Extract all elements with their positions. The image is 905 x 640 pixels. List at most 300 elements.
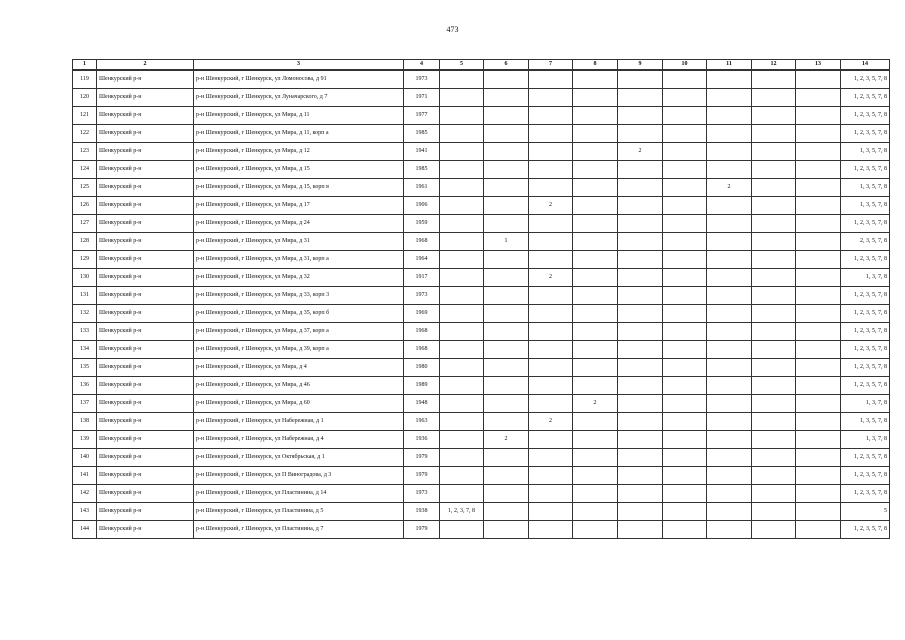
- table-cell: [529, 89, 573, 107]
- row-number-cell: 142: [73, 485, 97, 503]
- table-cell: [663, 179, 707, 197]
- table-cell: [529, 341, 573, 359]
- table-cell: [707, 287, 752, 305]
- table-cell: [529, 377, 573, 395]
- row-number-cell: 122: [73, 125, 97, 143]
- row-number-cell: 123: [73, 143, 97, 161]
- table-cell: [484, 161, 529, 179]
- table-cell: [484, 521, 529, 539]
- work-types-cell: 1, 3, 5, 7, 8: [841, 143, 890, 161]
- table-cell: [663, 503, 707, 521]
- table-row: [73, 215, 890, 233]
- table-row: [73, 413, 890, 431]
- address-cell: р-н Шенкурский, г Шенкурск, ул Мира, д 39, корп а: [194, 341, 404, 359]
- table-cell: [663, 233, 707, 251]
- table-cell: [752, 287, 796, 305]
- table-cell: [440, 143, 484, 161]
- table-cell: [796, 269, 841, 287]
- table-row: [73, 197, 890, 215]
- year-cell: 1963: [404, 413, 440, 431]
- table-cell: [752, 413, 796, 431]
- table-cell: [573, 269, 618, 287]
- district-cell: Шенкурский р-н: [97, 287, 194, 305]
- work-types-cell: 1, 2, 3, 5, 7, 8: [841, 305, 890, 323]
- table-cell: [529, 395, 573, 413]
- table-cell: [529, 161, 573, 179]
- table-cell: [573, 179, 618, 197]
- year-cell: 1973: [404, 485, 440, 503]
- district-cell: Шенкурский р-н: [97, 521, 194, 539]
- address-cell: р-н Шенкурский, г Шенкурск, ул Мира, д 17: [194, 197, 404, 215]
- table-cell: [573, 503, 618, 521]
- district-cell: Шенкурский р-н: [97, 503, 194, 521]
- table-cell: [573, 70, 618, 89]
- year-cell: 1969: [404, 305, 440, 323]
- table-cell: [707, 161, 752, 179]
- table-cell: [752, 305, 796, 323]
- table-cell: [796, 197, 841, 215]
- table-cell: [707, 341, 752, 359]
- table-cell: [663, 161, 707, 179]
- table-cell: [573, 215, 618, 233]
- table-cell: [707, 467, 752, 485]
- table-cell: [796, 251, 841, 269]
- row-number-cell: 139: [73, 431, 97, 449]
- table-cell: [752, 179, 796, 197]
- table-cell: [663, 70, 707, 89]
- district-cell: Шенкурский р-н: [97, 359, 194, 377]
- row-number-cell: 144: [73, 521, 97, 539]
- table-cell: [663, 449, 707, 467]
- table-cell: [618, 179, 663, 197]
- table-row: [73, 521, 890, 539]
- table-cell: [796, 395, 841, 413]
- table-cell: [663, 197, 707, 215]
- table-cell: [529, 179, 573, 197]
- table-cell: [752, 377, 796, 395]
- table-row: [73, 143, 890, 161]
- work-types-cell: 1, 3, 7, 8: [841, 431, 890, 449]
- work-types-cell: 1, 2, 3, 5, 7, 8: [841, 251, 890, 269]
- table-cell: [707, 413, 752, 431]
- table-cell: [573, 305, 618, 323]
- column-header-5: 5: [440, 60, 484, 71]
- address-cell: р-н Шенкурский, г Шенкурск, ул Пластинина, д 14: [194, 485, 404, 503]
- year-cell: 1968: [404, 233, 440, 251]
- table-cell: [796, 233, 841, 251]
- table-cell: [707, 323, 752, 341]
- table-cell: [484, 305, 529, 323]
- table-cell: [752, 269, 796, 287]
- year-cell: 1979: [404, 449, 440, 467]
- table-cell: [663, 305, 707, 323]
- table-cell: [440, 305, 484, 323]
- row-number-cell: 141: [73, 467, 97, 485]
- table-cell: [440, 359, 484, 377]
- table-cell: [707, 197, 752, 215]
- table-cell: [484, 341, 529, 359]
- table-cell: [573, 449, 618, 467]
- table-cell: [484, 413, 529, 431]
- table-cell: [707, 359, 752, 377]
- table-row: [73, 359, 890, 377]
- address-cell: р-н Шенкурский, г Шенкурск, ул Луначарского, д 7: [194, 89, 404, 107]
- table-cell: [573, 143, 618, 161]
- year-cell: 1948: [404, 395, 440, 413]
- table-cell: [573, 413, 618, 431]
- table-cell: [752, 70, 796, 89]
- table-cell: [573, 287, 618, 305]
- table-cell: [484, 125, 529, 143]
- table-cell: 2: [529, 197, 573, 215]
- table-cell: [484, 197, 529, 215]
- table-cell: [618, 215, 663, 233]
- table-cell: [440, 323, 484, 341]
- table-row: [73, 89, 890, 107]
- year-cell: 1936: [404, 431, 440, 449]
- table-cell: 2: [573, 395, 618, 413]
- work-types-cell: 1, 2, 3, 5, 7, 8: [841, 485, 890, 503]
- table-cell: [618, 251, 663, 269]
- address-cell: р-н Шенкурский, г Шенкурск, ул Мира, д 4: [194, 359, 404, 377]
- district-cell: Шенкурский р-н: [97, 485, 194, 503]
- table-cell: [484, 485, 529, 503]
- column-header-7: 7: [529, 60, 573, 71]
- table-cell: [663, 143, 707, 161]
- table-cell: [573, 341, 618, 359]
- row-number-cell: 129: [73, 251, 97, 269]
- district-cell: Шенкурский р-н: [97, 449, 194, 467]
- address-cell: р-н Шенкурский, г Шенкурск, ул Мира, д 60: [194, 395, 404, 413]
- table-cell: [618, 341, 663, 359]
- table-cell: [484, 377, 529, 395]
- address-cell: р-н Шенкурский, г Шенкурск, ул Мира, д 24: [194, 215, 404, 233]
- address-cell: р-н Шенкурский, г Шенкурск, ул Набережная, д 4: [194, 431, 404, 449]
- year-cell: 1917: [404, 269, 440, 287]
- row-number-cell: 131: [73, 287, 97, 305]
- table-cell: [573, 521, 618, 539]
- district-cell: Шенкурский р-н: [97, 89, 194, 107]
- table-cell: [484, 269, 529, 287]
- district-cell: Шенкурский р-н: [97, 161, 194, 179]
- table-cell: [796, 215, 841, 233]
- table-cell: [618, 125, 663, 143]
- table-cell: [663, 323, 707, 341]
- column-header-10: 10: [663, 60, 707, 71]
- table-row: [73, 251, 890, 269]
- district-cell: Шенкурский р-н: [97, 125, 194, 143]
- district-cell: Шенкурский р-н: [97, 269, 194, 287]
- district-cell: Шенкурский р-н: [97, 467, 194, 485]
- work-types-cell: 1, 2, 3, 5, 7, 8: [841, 89, 890, 107]
- district-cell: Шенкурский р-н: [97, 305, 194, 323]
- district-cell: Шенкурский р-н: [97, 233, 194, 251]
- table-cell: [484, 467, 529, 485]
- work-types-cell: 1, 2, 3, 5, 7, 8: [841, 377, 890, 395]
- district-cell: Шенкурский р-н: [97, 341, 194, 359]
- year-cell: 1985: [404, 125, 440, 143]
- table-cell: [618, 161, 663, 179]
- table-cell: [529, 125, 573, 143]
- table-cell: [484, 449, 529, 467]
- row-number-cell: 134: [73, 341, 97, 359]
- year-cell: 1973: [404, 287, 440, 305]
- table-cell: [618, 359, 663, 377]
- year-cell: 1980: [404, 359, 440, 377]
- column-header-9: 9: [618, 60, 663, 71]
- work-types-cell: 1, 3, 7, 8: [841, 269, 890, 287]
- row-number-cell: 138: [73, 413, 97, 431]
- table-cell: [752, 485, 796, 503]
- table-cell: [573, 251, 618, 269]
- row-number-cell: 124: [73, 161, 97, 179]
- work-types-cell: 2, 3, 5, 7, 8: [841, 233, 890, 251]
- work-types-cell: 1, 2, 3, 5, 7, 8: [841, 287, 890, 305]
- work-types-cell: 1, 2, 3, 5, 7, 8: [841, 70, 890, 89]
- page-number: 473: [446, 25, 459, 34]
- table-cell: [663, 215, 707, 233]
- table-cell: [707, 485, 752, 503]
- table-cell: [484, 70, 529, 89]
- table-cell: [440, 125, 484, 143]
- work-types-cell: 1, 3, 7, 8: [841, 395, 890, 413]
- table-cell: [752, 323, 796, 341]
- address-cell: р-н Шенкурский, г Шенкурск, ул Мира, д 11, корп а: [194, 125, 404, 143]
- table-cell: [752, 161, 796, 179]
- row-number-cell: 120: [73, 89, 97, 107]
- header-row: [73, 60, 890, 71]
- row-number-cell: 137: [73, 395, 97, 413]
- table-cell: [440, 179, 484, 197]
- table-cell: [707, 305, 752, 323]
- table-cell: [573, 125, 618, 143]
- row-number-cell: 143: [73, 503, 97, 521]
- table-cell: [796, 377, 841, 395]
- table-cell: [484, 251, 529, 269]
- table-cell: [440, 449, 484, 467]
- table-cell: [573, 431, 618, 449]
- table-cell: [529, 485, 573, 503]
- table-cell: [663, 521, 707, 539]
- address-cell: р-н Шенкурский, г Шенкурск, ул Мира, д 31: [194, 233, 404, 251]
- address-cell: р-н Шенкурский, г Шенкурск, ул Мира, д 11: [194, 107, 404, 125]
- table-cell: [440, 485, 484, 503]
- work-types-cell: 1, 2, 3, 5, 7, 8: [841, 107, 890, 125]
- table-cell: [618, 197, 663, 215]
- table-cell: [440, 197, 484, 215]
- table-cell: [663, 107, 707, 125]
- table-cell: [529, 467, 573, 485]
- table-cell: [484, 323, 529, 341]
- column-header-11: 11: [707, 60, 752, 71]
- column-header-6: 6: [484, 60, 529, 71]
- table-row: [73, 269, 890, 287]
- table-cell: [440, 89, 484, 107]
- table-cell: [663, 251, 707, 269]
- row-number-cell: 128: [73, 233, 97, 251]
- table-cell: [484, 179, 529, 197]
- table-cell: [707, 215, 752, 233]
- table-cell: [752, 233, 796, 251]
- table-cell: [796, 89, 841, 107]
- work-types-cell: 1, 2, 3, 5, 7, 8: [841, 323, 890, 341]
- table-cell: [529, 359, 573, 377]
- address-cell: р-н Шенкурский, г Шенкурск, ул Мира, д 15, корп в: [194, 179, 404, 197]
- district-cell: Шенкурский р-н: [97, 143, 194, 161]
- table-cell: [752, 503, 796, 521]
- column-header-4: 4: [404, 60, 440, 71]
- table-cell: [796, 305, 841, 323]
- work-types-cell: 1, 2, 3, 5, 7, 8: [841, 125, 890, 143]
- column-header-2: 2: [97, 60, 194, 71]
- table-row: [73, 287, 890, 305]
- table-cell: [796, 143, 841, 161]
- table-cell: [484, 503, 529, 521]
- table-cell: [663, 341, 707, 359]
- address-cell: р-н Шенкурский, г Шенкурск, ул Набережная, д 1: [194, 413, 404, 431]
- row-number-cell: 125: [73, 179, 97, 197]
- table-cell: [618, 449, 663, 467]
- work-types-cell: 1, 2, 3, 5, 7, 8: [841, 161, 890, 179]
- table-cell: 1, 2, 3, 7, 8: [440, 503, 484, 521]
- table-cell: [529, 431, 573, 449]
- table-cell: [707, 269, 752, 287]
- table-cell: [663, 269, 707, 287]
- table-cell: [529, 107, 573, 125]
- row-number-cell: 130: [73, 269, 97, 287]
- table-cell: [663, 431, 707, 449]
- work-types-cell: 1, 3, 5, 7, 8: [841, 179, 890, 197]
- table-cell: [440, 269, 484, 287]
- table-cell: [529, 143, 573, 161]
- district-cell: Шенкурский р-н: [97, 377, 194, 395]
- table-cell: [440, 521, 484, 539]
- table-cell: [752, 125, 796, 143]
- table-cell: [663, 467, 707, 485]
- table-cell: [440, 70, 484, 89]
- table-cell: [573, 233, 618, 251]
- address-cell: р-н Шенкурский, г Шенкурск, ул Октябрьская, д 1: [194, 449, 404, 467]
- table-cell: [663, 125, 707, 143]
- table-cell: [796, 449, 841, 467]
- table-row: [73, 233, 890, 251]
- table-cell: [440, 395, 484, 413]
- table-cell: [752, 467, 796, 485]
- table-cell: [618, 287, 663, 305]
- table-cell: [618, 233, 663, 251]
- row-number-cell: 126: [73, 197, 97, 215]
- table-cell: [573, 323, 618, 341]
- table-cell: [707, 431, 752, 449]
- table-cell: [707, 377, 752, 395]
- table-cell: 2: [529, 413, 573, 431]
- table-cell: [752, 89, 796, 107]
- table-cell: [796, 179, 841, 197]
- table-cell: [796, 125, 841, 143]
- row-number-cell: 119: [73, 70, 97, 89]
- year-cell: 1938: [404, 503, 440, 521]
- table-cell: [573, 161, 618, 179]
- table-cell: [752, 143, 796, 161]
- table-cell: [707, 70, 752, 89]
- table-cell: [796, 431, 841, 449]
- table-cell: [796, 70, 841, 89]
- table-cell: [440, 161, 484, 179]
- table-cell: [573, 467, 618, 485]
- address-cell: р-н Шенкурский, г Шенкурск, ул Мира, д 12: [194, 143, 404, 161]
- district-cell: Шенкурский р-н: [97, 323, 194, 341]
- table-cell: 2: [529, 269, 573, 287]
- table-cell: [618, 521, 663, 539]
- table-cell: [752, 107, 796, 125]
- address-cell: р-н Шенкурский, г Шенкурск, ул Ломоносова, д 91: [194, 70, 404, 89]
- table-cell: [796, 287, 841, 305]
- year-cell: 1979: [404, 467, 440, 485]
- table-cell: 2: [484, 431, 529, 449]
- work-types-cell: 1, 2, 3, 5, 7, 8: [841, 359, 890, 377]
- table-row: [73, 161, 890, 179]
- district-cell: Шенкурский р-н: [97, 70, 194, 89]
- year-cell: 1968: [404, 341, 440, 359]
- table-cell: [796, 467, 841, 485]
- address-cell: р-н Шенкурский, г Шенкурск, ул Мира, д 35, корп б: [194, 305, 404, 323]
- district-cell: Шенкурский р-н: [97, 251, 194, 269]
- work-types-cell: 1, 2, 3, 5, 7, 8: [841, 449, 890, 467]
- table-cell: [663, 377, 707, 395]
- address-cell: р-н Шенкурский, г Шенкурск, ул Мира, д 15: [194, 161, 404, 179]
- table-cell: [663, 395, 707, 413]
- row-number-cell: 132: [73, 305, 97, 323]
- row-number-cell: 135: [73, 359, 97, 377]
- table-row: [73, 70, 890, 89]
- year-cell: 1964: [404, 251, 440, 269]
- address-cell: р-н Шенкурский, г Шенкурск, ул П Виноградова, д 3: [194, 467, 404, 485]
- table-cell: [752, 341, 796, 359]
- table-cell: [484, 287, 529, 305]
- column-header-13: 13: [796, 60, 841, 71]
- table-cell: [529, 503, 573, 521]
- table-cell: [484, 359, 529, 377]
- table-cell: [573, 485, 618, 503]
- row-number-cell: 133: [73, 323, 97, 341]
- table-cell: [707, 143, 752, 161]
- table-cell: [752, 449, 796, 467]
- table-cell: [752, 395, 796, 413]
- table-cell: [707, 521, 752, 539]
- table-row: [73, 449, 890, 467]
- table-cell: [573, 107, 618, 125]
- table-cell: [618, 503, 663, 521]
- address-cell: р-н Шенкурский, г Шенкурск, ул Мира, д 37, корп а: [194, 323, 404, 341]
- year-cell: 1985: [404, 161, 440, 179]
- table-cell: [440, 287, 484, 305]
- address-cell: р-н Шенкурский, г Шенкурск, ул Мира, д 32: [194, 269, 404, 287]
- table-row: [73, 107, 890, 125]
- district-cell: Шенкурский р-н: [97, 107, 194, 125]
- address-cell: р-н Шенкурский, г Шенкурск, ул Мира, д 33, корп 3: [194, 287, 404, 305]
- table-cell: [663, 287, 707, 305]
- district-cell: Шенкурский р-н: [97, 179, 194, 197]
- table-cell: [707, 251, 752, 269]
- table-cell: [529, 449, 573, 467]
- table-cell: [440, 467, 484, 485]
- table-cell: [440, 377, 484, 395]
- work-types-cell: 1, 2, 3, 5, 7, 8: [841, 521, 890, 539]
- table-cell: [796, 485, 841, 503]
- table-cell: [529, 287, 573, 305]
- district-cell: Шенкурский р-н: [97, 215, 194, 233]
- table-cell: [529, 215, 573, 233]
